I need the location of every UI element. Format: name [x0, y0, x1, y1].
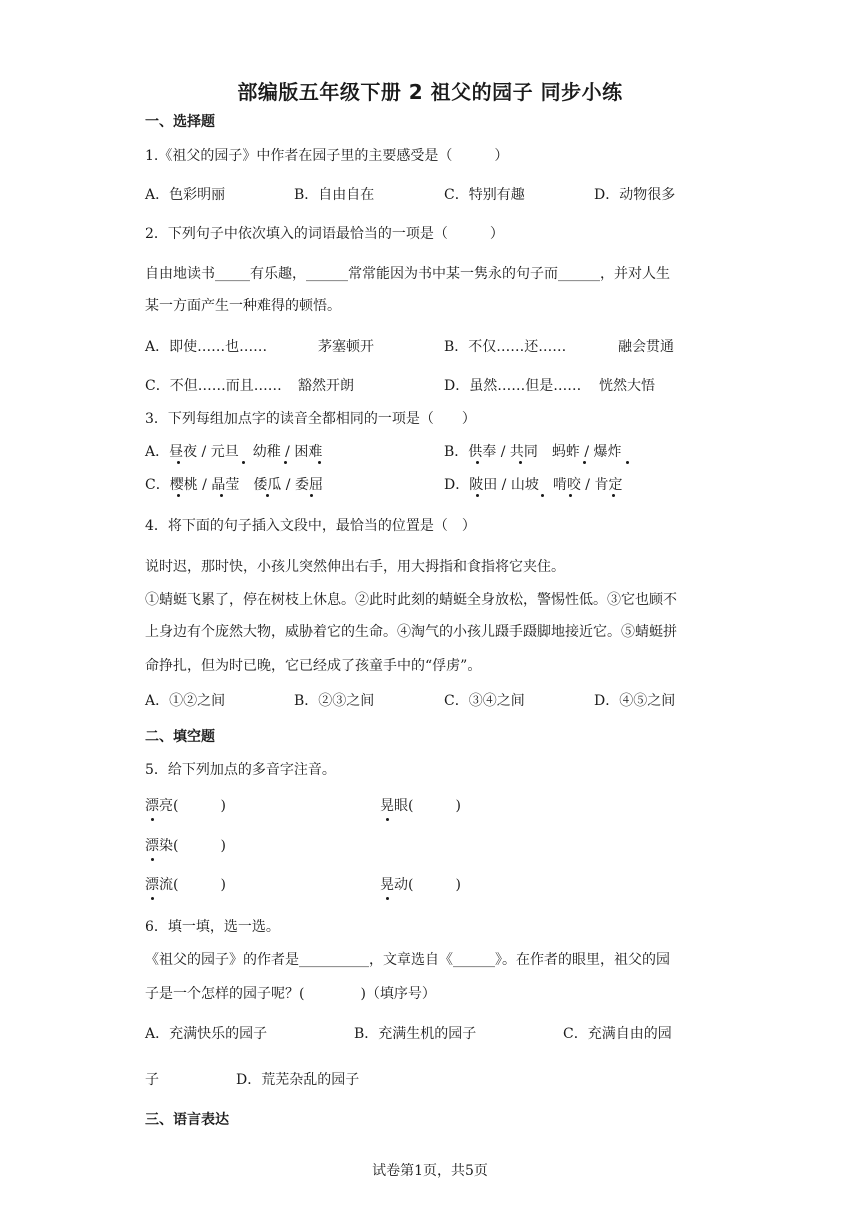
- question-4-stem: 4．将下面的句子插入文段中，最恰当的位置是（ ）: [145, 518, 476, 534]
- q6-option-a: A．充满快乐的园子: [145, 1026, 268, 1042]
- q5-word-4: 漂流( ): [145, 877, 226, 893]
- q4-passage-line-1: ①蜻蜓飞累了，停在树枝上休息。②此时此刻的蜻蜓全身放松，警惕性低。③它也顾不: [145, 592, 677, 608]
- section-heading-language: 三、语言表达: [145, 1112, 229, 1128]
- q6-option-d: D．荒芜杂乱的园子: [236, 1072, 360, 1088]
- emphasis-dot: [177, 461, 180, 464]
- q4-passage-line-3: 命挣扎，但为时已晚，它已经成了孩童手中的“俘虏”。: [145, 658, 482, 674]
- q6-passage-line-1: 《祖父的园子》的作者是__________，文章选自《______》。在作者的眼里，祖父的园: [145, 952, 670, 968]
- q2-option-c-conj: C．不但……而且……: [145, 378, 282, 394]
- q2-option-d-conj: D．虽然……但是……: [444, 378, 582, 394]
- q5-word-3: 漂染( ): [145, 838, 226, 854]
- q2-option-a-conj: A．即使……也……: [145, 339, 268, 355]
- emphasis-dot: [266, 494, 269, 497]
- question-5-stem: 5．给下列加点的多音字注音。: [145, 762, 336, 778]
- emphasis-dot: [626, 461, 629, 464]
- emphasis-dot: [284, 461, 287, 464]
- page-footer: 试卷第1页，共5页: [372, 1163, 488, 1179]
- q4-option-a: A．①②之间: [145, 693, 226, 709]
- q2-option-a-word: 茅塞顿开: [318, 339, 374, 355]
- emphasis-dot: [242, 461, 245, 464]
- q4-passage-line-2: 上身边有个庞然大物，威胁着它的生命。④淘气的小孩儿蹑手蹑脚地接近它。⑤蜻蜓拼: [145, 624, 677, 640]
- page-title: 部编版五年级下册 2 祖父的园子 同步小练: [237, 80, 623, 104]
- q2-option-d-word: 恍然大悟: [599, 378, 655, 394]
- q4-option-d: D．④⑤之间: [594, 693, 676, 709]
- q2-option-c-word: 豁然开朗: [298, 378, 354, 394]
- q1-option-d: D．动物很多: [594, 187, 676, 203]
- q5-word-5: 晃动( ): [380, 877, 461, 893]
- emphasis-dot: [310, 494, 313, 497]
- q3-option-c: C．樱桃 / 晶莹 倭瓜 / 委屈: [145, 477, 323, 493]
- emphasis-dot: [569, 494, 572, 497]
- q2-passage-line-2: 某一方面产生一种难得的顿悟。: [145, 298, 341, 314]
- q3-option-b: B．供奉 / 共同 蚂蚱 / 爆炸: [444, 444, 622, 460]
- q6-option-b: B．充满生机的园子: [354, 1026, 477, 1042]
- question-6-stem: 6．填一填，选一选。: [145, 919, 280, 935]
- q5-word-2: 晃眼( ): [380, 798, 461, 814]
- emphasis-dot: [177, 494, 180, 497]
- q2-passage-line-1: 自由地读书_____有乐趣，______常常能因为书中某一隽永的句子而______，并对人生: [145, 266, 670, 282]
- q1-option-c: C．特别有趣: [444, 187, 525, 203]
- q1-option-a: A．色彩明丽: [145, 187, 226, 203]
- q3-option-d: D．陂田 / 山坡 啃咬 / 肯定: [444, 477, 623, 493]
- q5-word-1: 漂亮( ): [145, 798, 226, 814]
- q4-option-c: C．③④之间: [444, 693, 525, 709]
- q2-option-b-word: 融会贯通: [618, 339, 674, 355]
- q4-insert-sentence: 说时迟，那时快，小孩儿突然伸出右手，用大拇指和食指将它夹住。: [145, 559, 565, 575]
- emphasis-dot: [519, 461, 522, 464]
- q4-option-b: B．②③之间: [294, 693, 375, 709]
- question-3-stem: 3．下列每组加点字的读音全都相同的一项是（ ）: [145, 411, 476, 427]
- q2-option-b-conj: B．不仅……还……: [444, 339, 567, 355]
- emphasis-dot: [541, 494, 544, 497]
- emphasis-dot: [612, 494, 615, 497]
- emphasis-dot: [476, 494, 479, 497]
- q6-passage-line-2: 子是一个怎样的园子呢？( )（填序号）: [145, 986, 436, 1002]
- section-heading-fill: 二、填空题: [145, 729, 215, 745]
- emphasis-dot: [318, 461, 321, 464]
- emphasis-dot: [220, 494, 223, 497]
- section-heading-choice: 一、选择题: [145, 114, 215, 130]
- emphasis-dot: [476, 461, 479, 464]
- q1-option-b: B．自由自在: [294, 187, 375, 203]
- emphasis-dot: [583, 461, 586, 464]
- q6-option-c: C．充满自由的园: [563, 1026, 672, 1042]
- question-1-stem: 1.《祖父的园子》中作者在园子里的主要感受是（ ）: [145, 148, 509, 164]
- question-2-stem: 2．下列句子中依次填入的词语最恰当的一项是（ ）: [145, 226, 504, 242]
- q6-option-c-cont: 子: [145, 1072, 159, 1088]
- q3-option-a: A．昼夜 / 元旦 幼稚 / 困难: [145, 444, 323, 460]
